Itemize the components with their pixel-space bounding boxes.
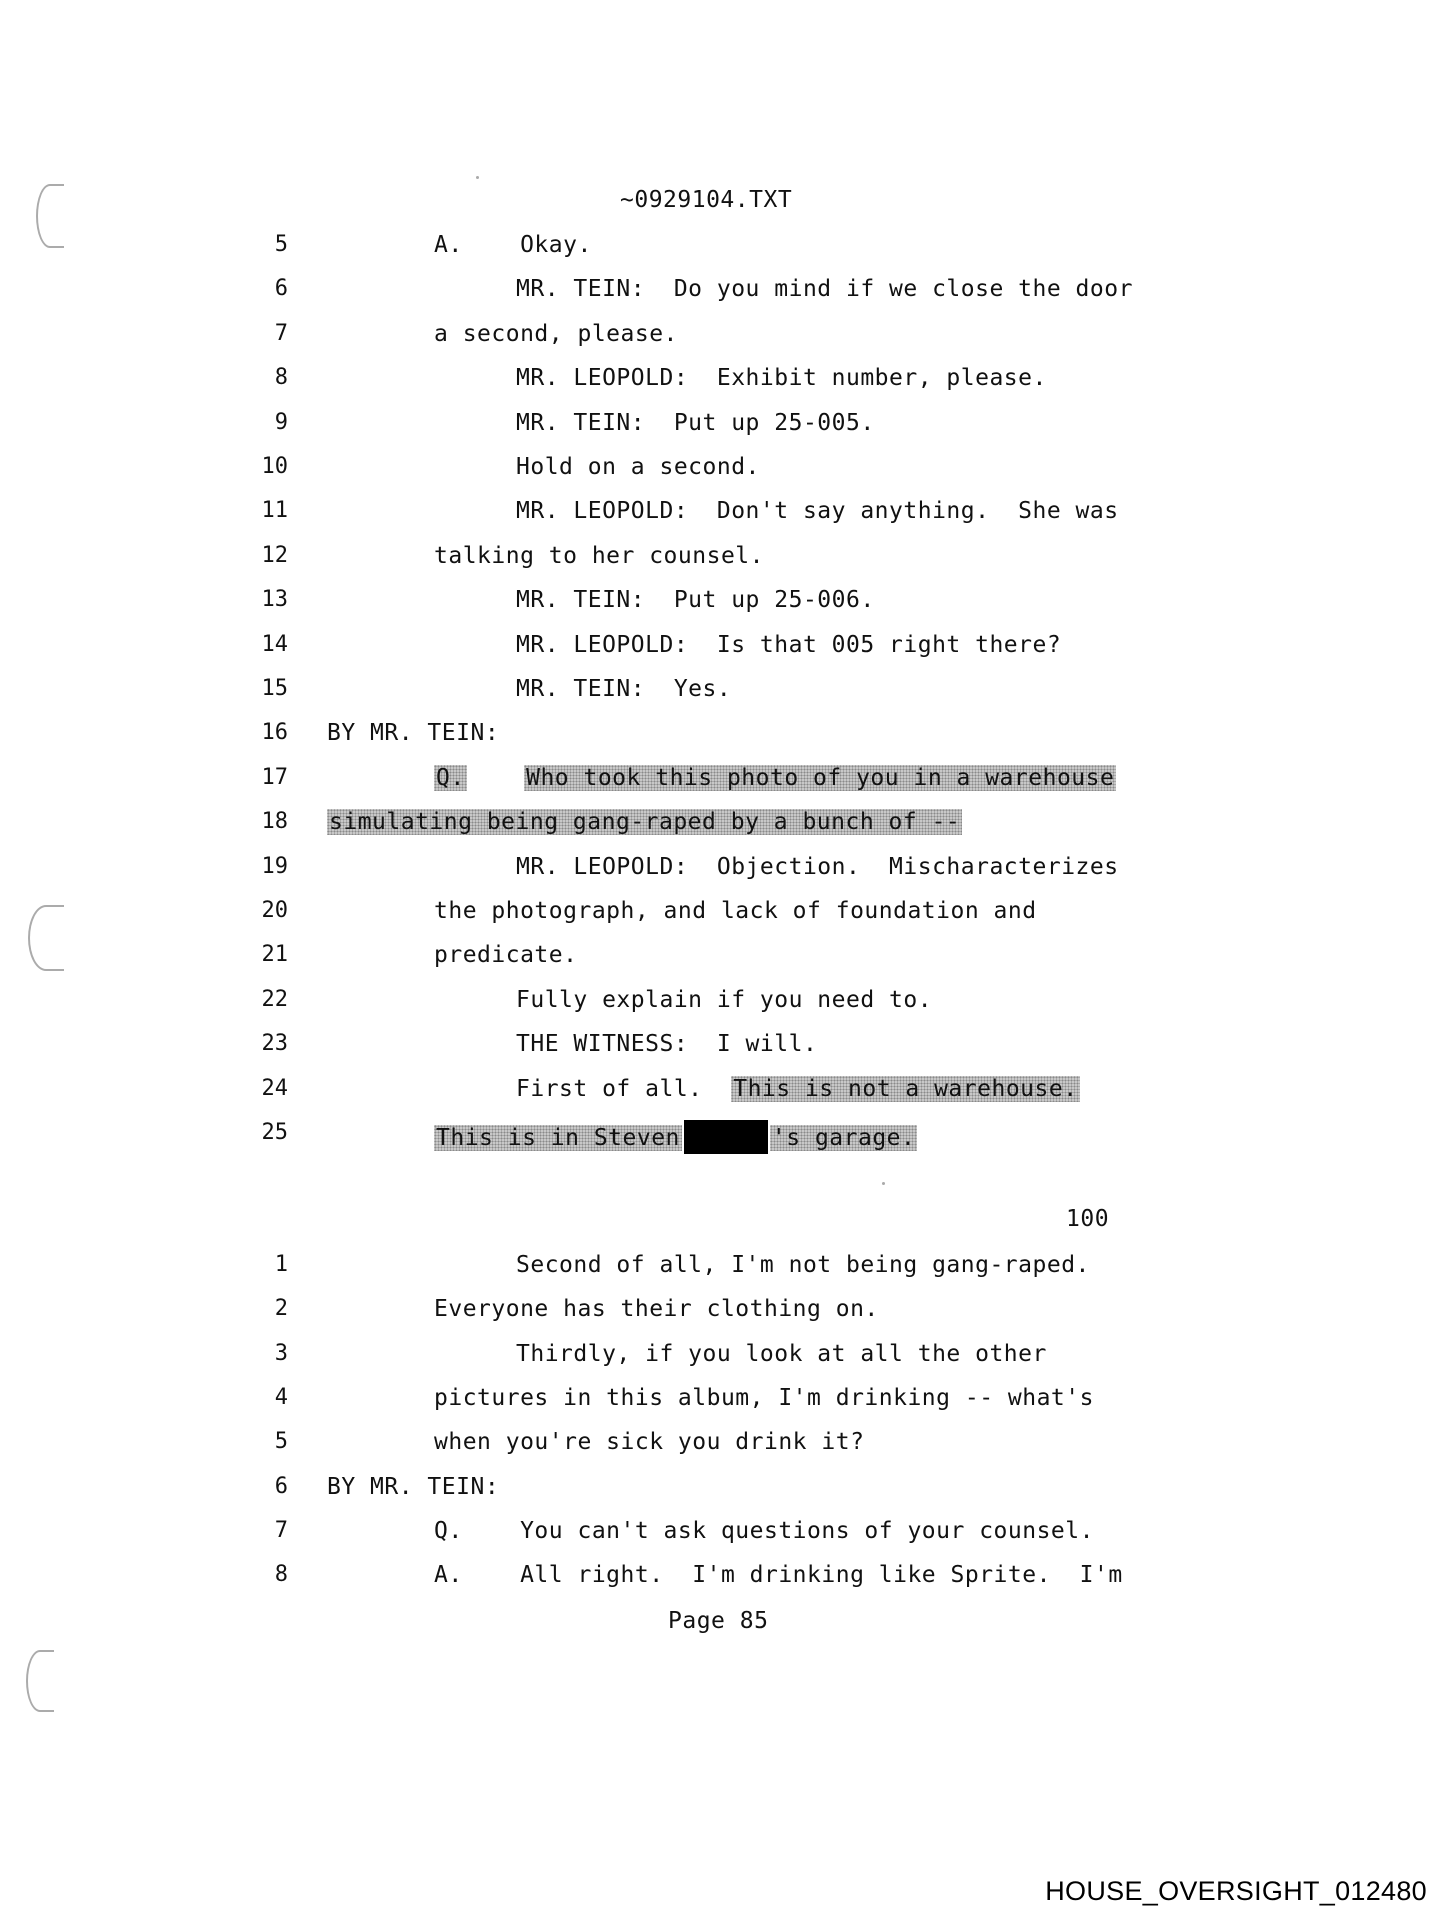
punch-hole-mark-middle (28, 905, 64, 971)
line-text: talking to her counsel. (434, 542, 764, 569)
transcript-line (516, 987, 932, 1013)
line-number: 9 (274, 409, 288, 435)
transcript-line (434, 1296, 879, 1322)
transcript-line (516, 276, 1133, 302)
transcript-line (516, 410, 875, 436)
line-text: Fully explain if you need to. (516, 986, 933, 1013)
transcript-line (327, 1474, 499, 1500)
line-text: A. All right. I'm drinking like Sprite. I'm (434, 1562, 1123, 1589)
line-text: BY MR. TEIN: (327, 1473, 500, 1500)
line-text: MR. LEOPOLD: Don't say anything. She was (516, 498, 1119, 525)
line-text: THE WITNESS: I will. (516, 1031, 818, 1058)
redaction-block (684, 1120, 768, 1154)
transcript-line (434, 765, 1116, 791)
line-number: 22 (261, 986, 288, 1012)
punch-hole-mark-top (36, 184, 64, 248)
line-number: 8 (274, 1562, 288, 1588)
transcript-line (516, 1341, 1047, 1367)
document-filename: ~0929104.TXT (620, 187, 793, 213)
transcript-line (516, 676, 731, 702)
line-number: 13 (261, 587, 288, 613)
line-text: MR. TEIN: Put up 25-005. (516, 409, 875, 436)
highlighted-text: simulating being gang-raped by a bunch of -- (329, 809, 961, 836)
line-text: pictures in this album, I'm drinking -- what's (434, 1384, 1094, 1411)
line-text: MR. TEIN: Put up 25-006. (516, 587, 875, 614)
line-number: 24 (261, 1075, 288, 1101)
highlighted-text: Who took this photo of you in a warehouse (526, 764, 1115, 791)
transcript-line (434, 232, 592, 258)
line-number: 18 (261, 809, 288, 835)
transcript-line (516, 365, 1047, 391)
transcript-line (434, 543, 764, 569)
highlighted-text: Q. (436, 764, 465, 791)
line-text: Thirdly, if you look at all the other (516, 1340, 1047, 1367)
line-text: MR. TEIN: Yes. (516, 676, 732, 702)
highlighted-text: This is in Steven (436, 1125, 680, 1151)
transcript-line (327, 809, 962, 835)
speck (476, 176, 479, 179)
line-number: 10 (261, 454, 288, 479)
line-number: 20 (261, 898, 288, 923)
transcript-line (434, 942, 577, 968)
line-text: the photograph, and lack of foundation and (434, 898, 1037, 924)
line-text: A. Okay. (434, 232, 592, 258)
transcript-line (434, 898, 1037, 924)
page-footer-label: Page 85 (668, 1608, 769, 1634)
line-number: 5 (274, 1429, 288, 1455)
line-text: MR. LEOPOLD: Is that 005 right there? (516, 631, 1062, 658)
transcript-line (516, 587, 875, 613)
line-number: 21 (261, 942, 288, 968)
transcript-line (434, 321, 678, 347)
line-text: First of all. (516, 1075, 732, 1102)
transcript-line (516, 854, 1119, 880)
highlighted-text: 's garage. (771, 1125, 916, 1151)
transcript-line (327, 720, 499, 746)
line-text (467, 765, 524, 791)
transcript-line (434, 1518, 1094, 1544)
line-text: BY MR. TEIN: (327, 720, 500, 747)
transcript-line (516, 454, 760, 480)
line-number: 17 (261, 764, 288, 790)
transcript-line (434, 1429, 864, 1455)
punch-hole-mark-bottom (26, 1650, 54, 1712)
line-number: 19 (261, 853, 288, 879)
line-text: MR. TEIN: Do you mind if we close the door (516, 276, 1133, 303)
transcript-page-number: 100 (1066, 1206, 1110, 1232)
line-text: when you're sick you drink it? (434, 1429, 865, 1456)
line-number: 5 (274, 232, 288, 257)
line-number: 15 (261, 676, 288, 701)
transcript-line (516, 1031, 817, 1057)
line-number: 6 (274, 276, 288, 302)
bates-number: HOUSE_OVERSIGHT_012480 (1045, 1876, 1427, 1906)
line-number: 1 (274, 1252, 288, 1277)
line-number: 7 (274, 320, 288, 346)
line-text: Everyone has their clothing on. (434, 1296, 879, 1323)
line-number: 7 (274, 1517, 288, 1543)
transcript-line (516, 632, 1061, 658)
line-number: 6 (274, 1473, 288, 1499)
line-number: 4 (274, 1384, 288, 1410)
transcript-line (434, 1385, 1094, 1411)
line-number: 2 (274, 1296, 288, 1322)
transcript-line (434, 1120, 917, 1154)
line-text: Second of all, I'm not being gang-raped. (516, 1252, 1090, 1278)
line-text: MR. LEOPOLD: Exhibit number, please. (516, 365, 1047, 392)
line-text: predicate. (434, 942, 578, 969)
line-text: Q. You can't ask questions of your counsel. (434, 1517, 1094, 1544)
line-number: 16 (261, 720, 288, 746)
highlighted-text: This is not a warehouse. (733, 1075, 1078, 1102)
line-text: Hold on a second. (516, 454, 760, 480)
line-number: 14 (261, 631, 288, 657)
speck (882, 1182, 885, 1185)
transcript-line (516, 1252, 1090, 1278)
line-number: 25 (261, 1120, 288, 1145)
line-number: 12 (261, 542, 288, 568)
line-number: 11 (261, 498, 288, 524)
line-text: a second, please. (434, 320, 678, 347)
line-number: 23 (261, 1031, 288, 1057)
transcript-line (516, 498, 1119, 524)
line-text: MR. LEOPOLD: Objection. Mischaracterizes (516, 853, 1119, 880)
transcript-line (434, 1562, 1123, 1588)
line-number: 3 (274, 1340, 288, 1366)
transcript-line (516, 1076, 1080, 1102)
line-number: 8 (274, 365, 288, 391)
